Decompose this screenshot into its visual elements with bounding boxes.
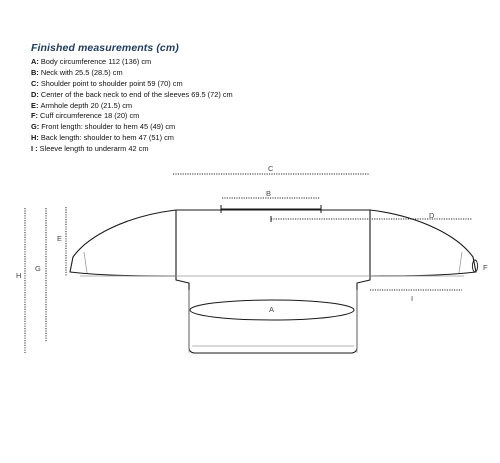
measurement-h-key: H <box>31 133 37 143</box>
measurement-c: C: Shoulder point to shoulder point 59 (70) cm <box>31 78 183 88</box>
measurement-a-text: Body circumference 112 (136) cm <box>40 57 152 66</box>
right-cuff-line <box>459 252 462 273</box>
measurement-d-text: Center of the back neck to end of the sleeves 69.5 (72) cm <box>40 89 233 99</box>
measurement-b-key: B <box>31 67 37 77</box>
measurement-c-key: C <box>31 78 37 88</box>
measurement-g: G: Front length: shoulder to hem 45 (49) cm <box>31 122 176 132</box>
measurement-c-text: Shoulder point to shoulder point 59 (70) cm <box>40 78 183 88</box>
label-g: G <box>35 264 41 273</box>
measurement-h: H: Back length: shoulder to hem 47 (51) cm <box>31 133 174 143</box>
sweater-outline <box>70 210 476 353</box>
label-i: I <box>411 294 414 303</box>
measurement-g-text: Front length: shoulder to hem 45 (49) cm <box>41 122 176 132</box>
label-c: C <box>268 164 274 173</box>
measurement-i-text: Sleeve length to underarm 42 cm <box>39 144 149 154</box>
measurement-f-key: F <box>31 111 36 121</box>
measurement-d-key: D <box>31 89 37 99</box>
measurement-e-key: E <box>31 100 36 110</box>
measurement-a-key: A <box>31 57 37 66</box>
measurement-d: D: Center of the back neck to end of the sleeves 69.5 (72) cm <box>31 89 233 99</box>
label-h: H <box>16 271 22 280</box>
left-cuff-line <box>84 252 87 273</box>
measurement-i-key: I <box>31 144 34 154</box>
label-d: D <box>429 211 435 220</box>
measurement-a: A: Body circumference 112 (136) cm <box>31 57 152 66</box>
measurement-e: E: Armhole depth 20 (21.5) cm <box>31 100 133 110</box>
label-e: E <box>57 234 63 243</box>
measurement-h-text: Back length: shoulder to hem 47 (51) cm <box>40 133 174 143</box>
label-f: F <box>483 263 488 272</box>
measurement-e-text: Armhole depth 20 (21.5) cm <box>40 100 133 110</box>
measurement-b-text: Neck with 25.5 (28.5) cm <box>40 67 123 77</box>
measurement-g-key: G <box>31 122 37 132</box>
measurement-b: B: Neck with 25.5 (28.5) cm <box>31 67 123 77</box>
measurements-heading: Finished measurements (cm) <box>31 42 179 54</box>
label-a: A <box>269 305 275 314</box>
label-b: B <box>266 189 272 198</box>
measurement-f: F: Cuff circumference 18 (20) cm <box>31 111 140 121</box>
measurement-f-text: Cuff circumference 18 (20) cm <box>40 111 140 121</box>
measurement-i: I : Sleeve length to underarm 42 cm <box>31 144 149 154</box>
